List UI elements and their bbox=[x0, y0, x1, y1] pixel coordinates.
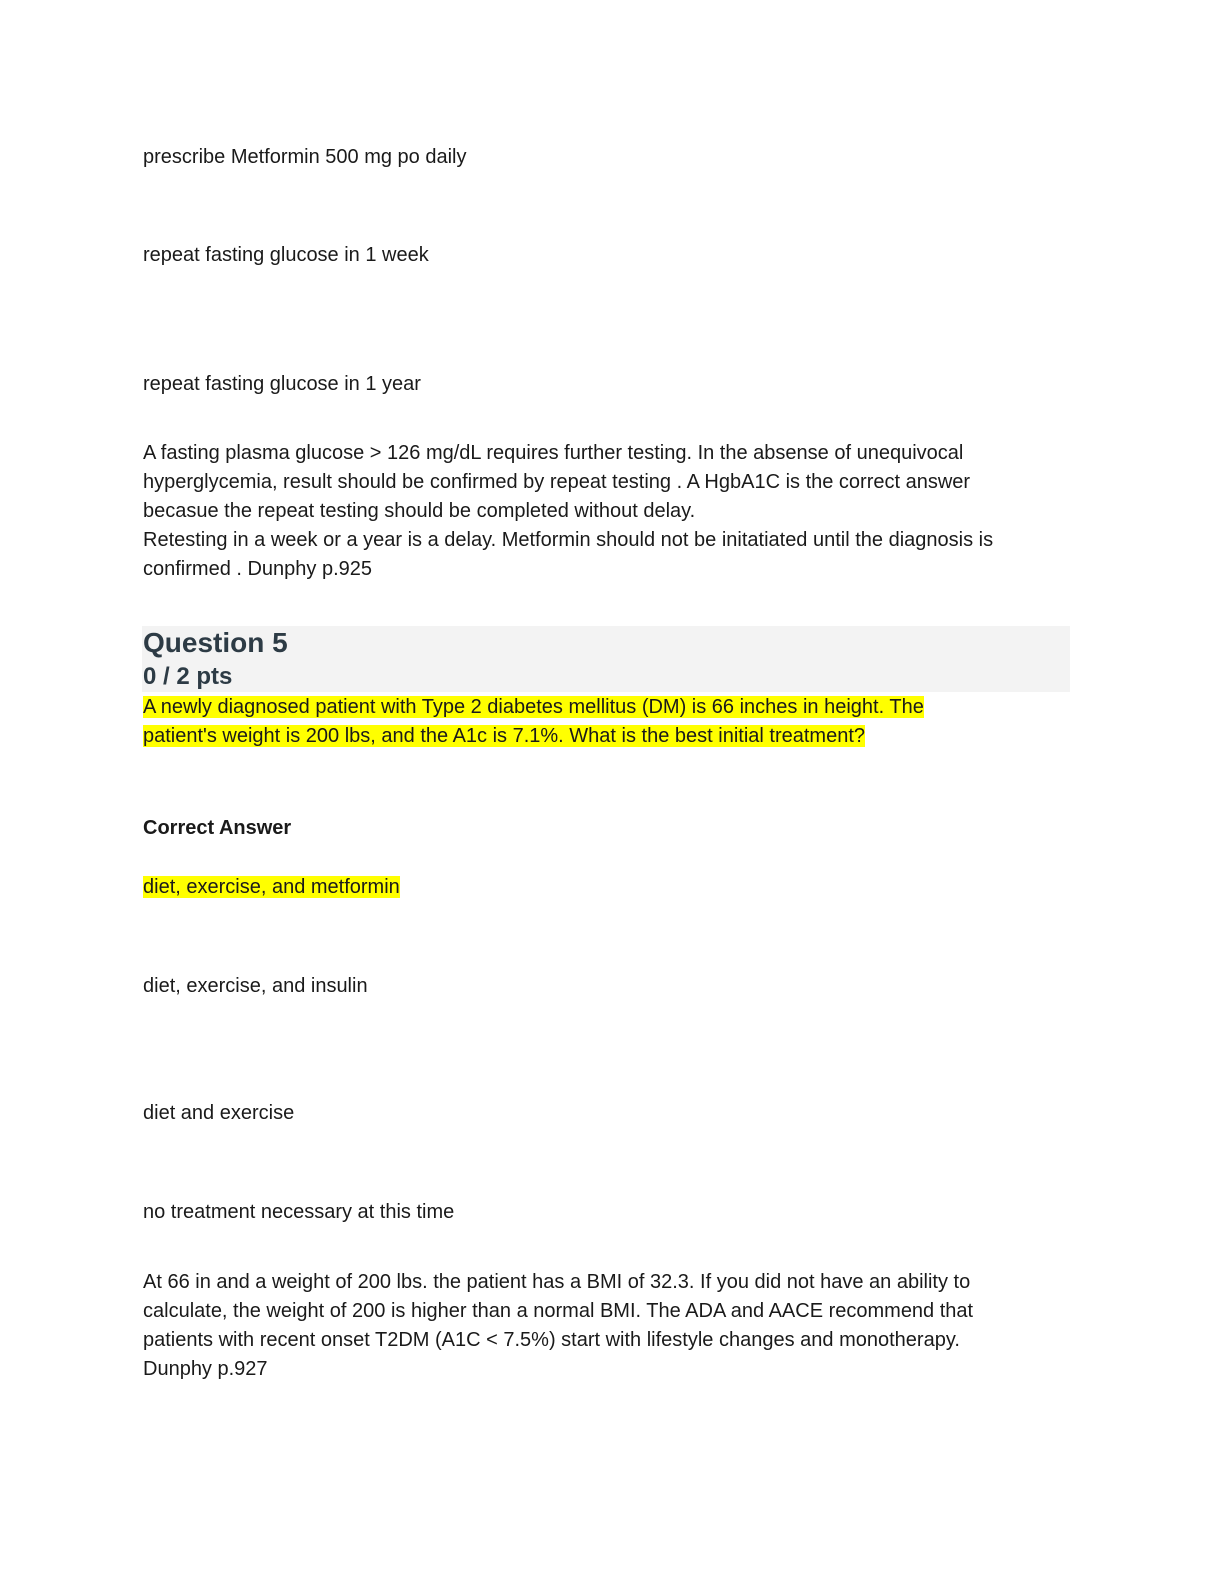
answer-text: diet, exercise, and metformin bbox=[143, 876, 400, 898]
answer-option: prescribe Metformin 500 mg po daily bbox=[143, 146, 467, 168]
question-score: 0 / 2 pts bbox=[143, 663, 233, 690]
explanation-line: At 66 in and a weight of 200 lbs. the patient has a BMI of 32.3. If you did not have an ability to bbox=[143, 1271, 971, 1293]
explanation-line: patients with recent onset T2DM (A1C < 7.5%) start with lifestyle changes and monotherapy. bbox=[143, 1329, 960, 1351]
answer-option-correct bbox=[143, 873, 400, 902]
explanation-line: Dunphy p.927 bbox=[143, 1358, 268, 1380]
prompt-line: A newly diagnosed patient with Type 2 diabetes mellitus (DM) is 66 inches in height. The bbox=[143, 696, 924, 718]
explanation-line: hyperglycemia, result should be confirmed by repeat testing . A HgbA1C is the correct answer bbox=[143, 471, 971, 493]
explanation-line: becasue the repeat testing should be completed without delay. bbox=[143, 500, 696, 522]
prompt-line: patient's weight is 200 lbs, and the A1c is 7.1%. What is the best initial treatment? bbox=[143, 725, 865, 747]
question-prompt bbox=[143, 693, 1073, 751]
explanation-line: calculate, the weight of 200 is higher than a normal BMI. The ADA and AACE recommend that bbox=[143, 1300, 974, 1322]
answer-explanation bbox=[143, 439, 1073, 584]
answer-option: diet, exercise, and insulin bbox=[143, 975, 368, 997]
answer-option: repeat fasting glucose in 1 year bbox=[143, 373, 421, 395]
answer-explanation bbox=[143, 1268, 1073, 1384]
explanation-line: Retesting in a week or a year is a delay. Metformin should not be initatiated until the diagnosis is bbox=[143, 529, 994, 551]
question-title: Question 5 bbox=[143, 627, 288, 658]
explanation-line: confirmed . Dunphy p.925 bbox=[143, 558, 373, 580]
answer-option: diet and exercise bbox=[143, 1102, 295, 1124]
answer-option: no treatment necessary at this time bbox=[143, 1201, 455, 1223]
explanation-line: A fasting plasma glucose > 126 mg/dL requires further testing. In the absense of unequivocal bbox=[143, 442, 964, 464]
correct-answer-label: Correct Answer bbox=[143, 817, 292, 839]
answer-option: repeat fasting glucose in 1 week bbox=[143, 244, 429, 266]
